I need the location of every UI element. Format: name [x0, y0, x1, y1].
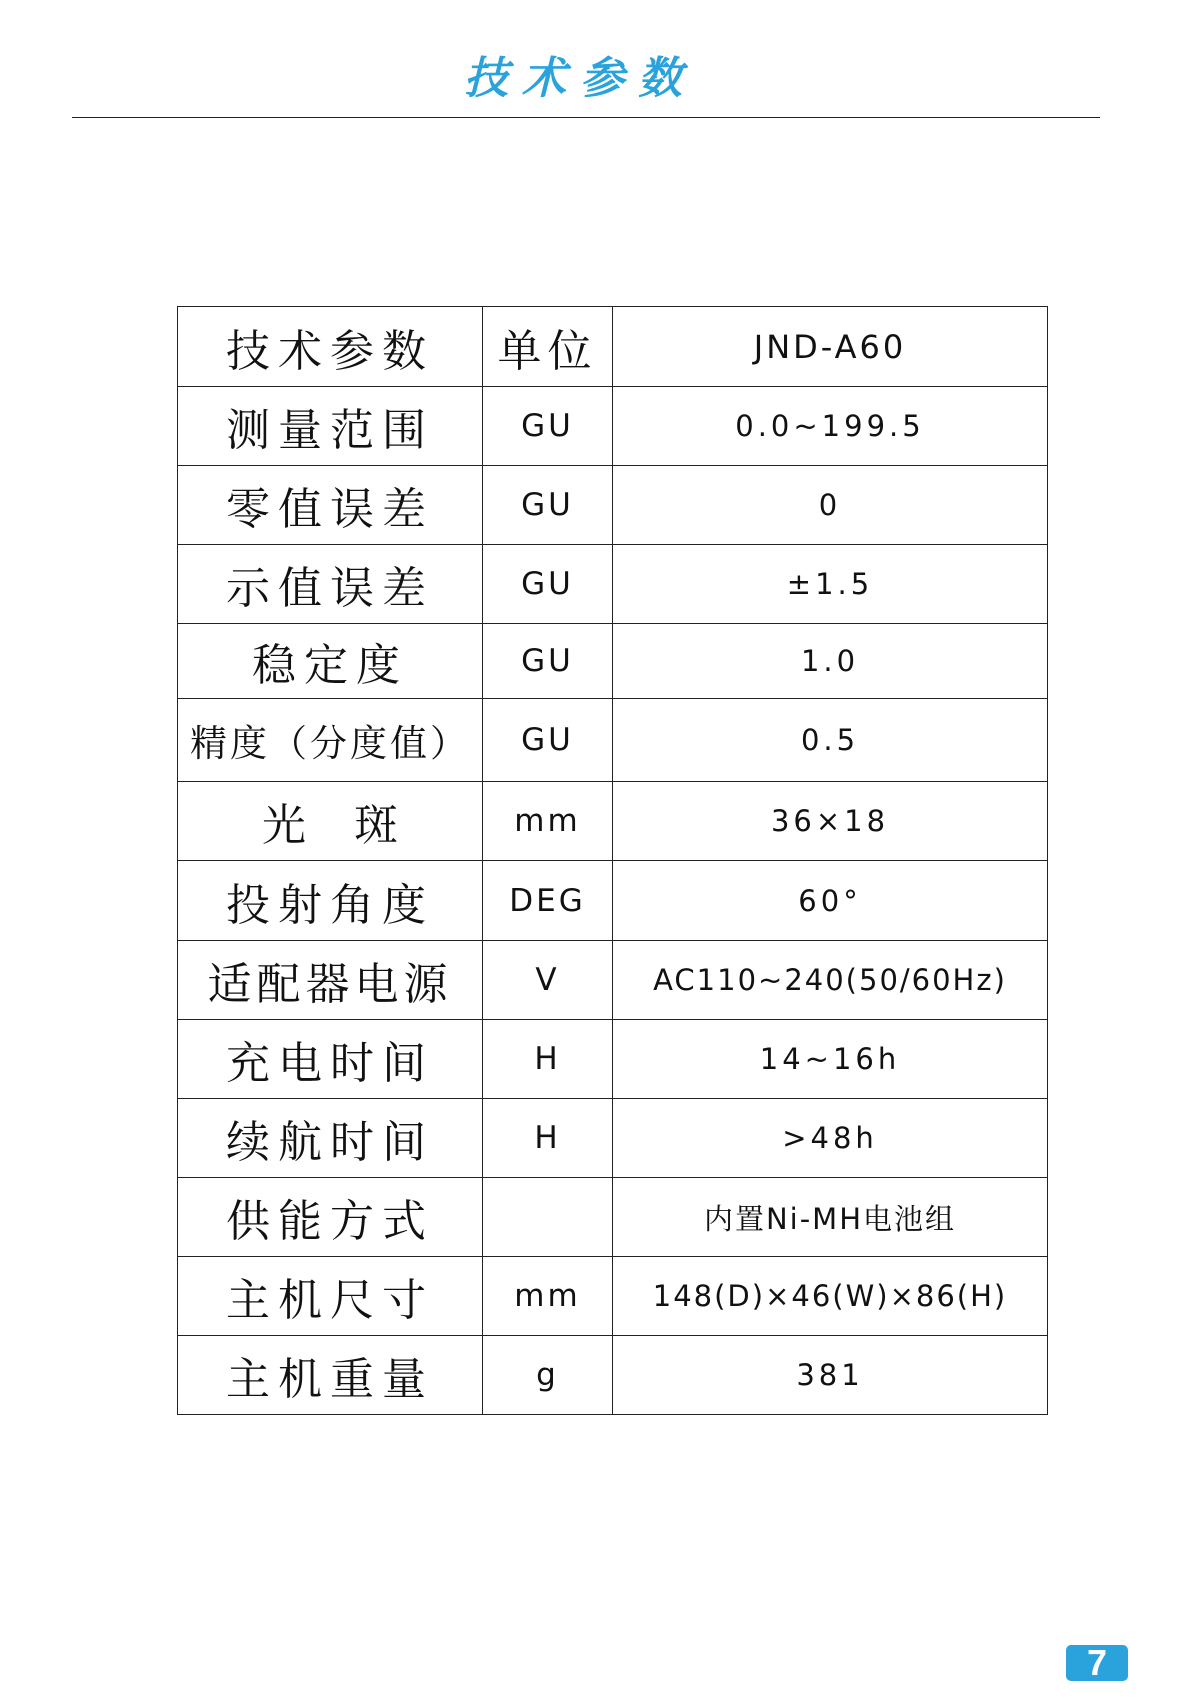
row-param: 投射角度 — [178, 861, 483, 941]
table-row — [178, 466, 1048, 545]
row-param: 精度（分度值） — [178, 699, 483, 782]
table-row — [178, 387, 1048, 466]
row-value: 0 — [613, 466, 1048, 545]
row-unit: g — [483, 1336, 613, 1415]
row-unit: GU — [483, 466, 613, 545]
row-value: 36×18 — [613, 782, 1048, 861]
row-param: 主机重量 — [178, 1336, 483, 1415]
table-row — [178, 699, 1048, 782]
row-param — [178, 782, 483, 861]
row-unit: H — [483, 1020, 613, 1099]
header-unit: 单位 — [483, 307, 613, 387]
row-value: >48h — [613, 1099, 1048, 1178]
row-unit: mm — [483, 1257, 613, 1336]
row-unit: mm — [483, 782, 613, 861]
row-value: 0.5 — [613, 699, 1048, 782]
row-unit: DEG — [483, 861, 613, 941]
row-value: 60° — [613, 861, 1048, 941]
row-param: 充电时间 — [178, 1020, 483, 1099]
row-param: 零值误差 — [178, 466, 483, 545]
row-param: 续航时间 — [178, 1099, 483, 1178]
row-unit — [483, 1178, 613, 1257]
row-param: 测量范围 — [178, 387, 483, 466]
row-param: 适配器电源 — [178, 941, 483, 1020]
table-row — [178, 1336, 1048, 1415]
title-divider — [72, 117, 1100, 118]
page-number-badge: 7 — [1066, 1645, 1128, 1681]
table-header-row — [178, 307, 1048, 387]
row-unit: V — [483, 941, 613, 1020]
header-param: 技术参数 — [178, 307, 483, 387]
table-row — [178, 861, 1048, 941]
row-unit: GU — [483, 387, 613, 466]
row-param: 示值误差 — [178, 545, 483, 624]
table-row — [178, 545, 1048, 624]
table-row — [178, 1099, 1048, 1178]
row-param: 供能方式 — [178, 1178, 483, 1257]
page-title: 技术参数 — [464, 53, 696, 104]
row-value: 148(D)×46(W)×86(H) — [613, 1257, 1048, 1336]
row-unit: GU — [483, 545, 613, 624]
table-row — [178, 1257, 1048, 1336]
row-unit: GU — [483, 624, 613, 699]
row-value: AC110~240(50/60Hz) — [613, 941, 1048, 1020]
table-row — [178, 1178, 1048, 1257]
table-row — [178, 941, 1048, 1020]
row-value: 381 — [613, 1336, 1048, 1415]
table-row — [178, 782, 1048, 861]
row-value: 内置Ni-MH电池组 — [613, 1178, 1048, 1257]
table-row — [178, 1020, 1048, 1099]
row-unit: H — [483, 1099, 613, 1178]
spec-table — [177, 306, 1048, 1415]
row-unit: GU — [483, 699, 613, 782]
row-value: 14~16h — [613, 1020, 1048, 1099]
header-model: JND-A60 — [613, 307, 1048, 387]
row-param-label: 光斑 — [262, 800, 446, 851]
row-value: 1.0 — [613, 624, 1048, 699]
row-param: 主机尺寸 — [178, 1257, 483, 1336]
row-value: ±1.5 — [613, 545, 1048, 624]
table-row — [178, 624, 1048, 699]
row-value: 0.0~199.5 — [613, 387, 1048, 466]
row-param: 稳定度 — [178, 624, 483, 699]
